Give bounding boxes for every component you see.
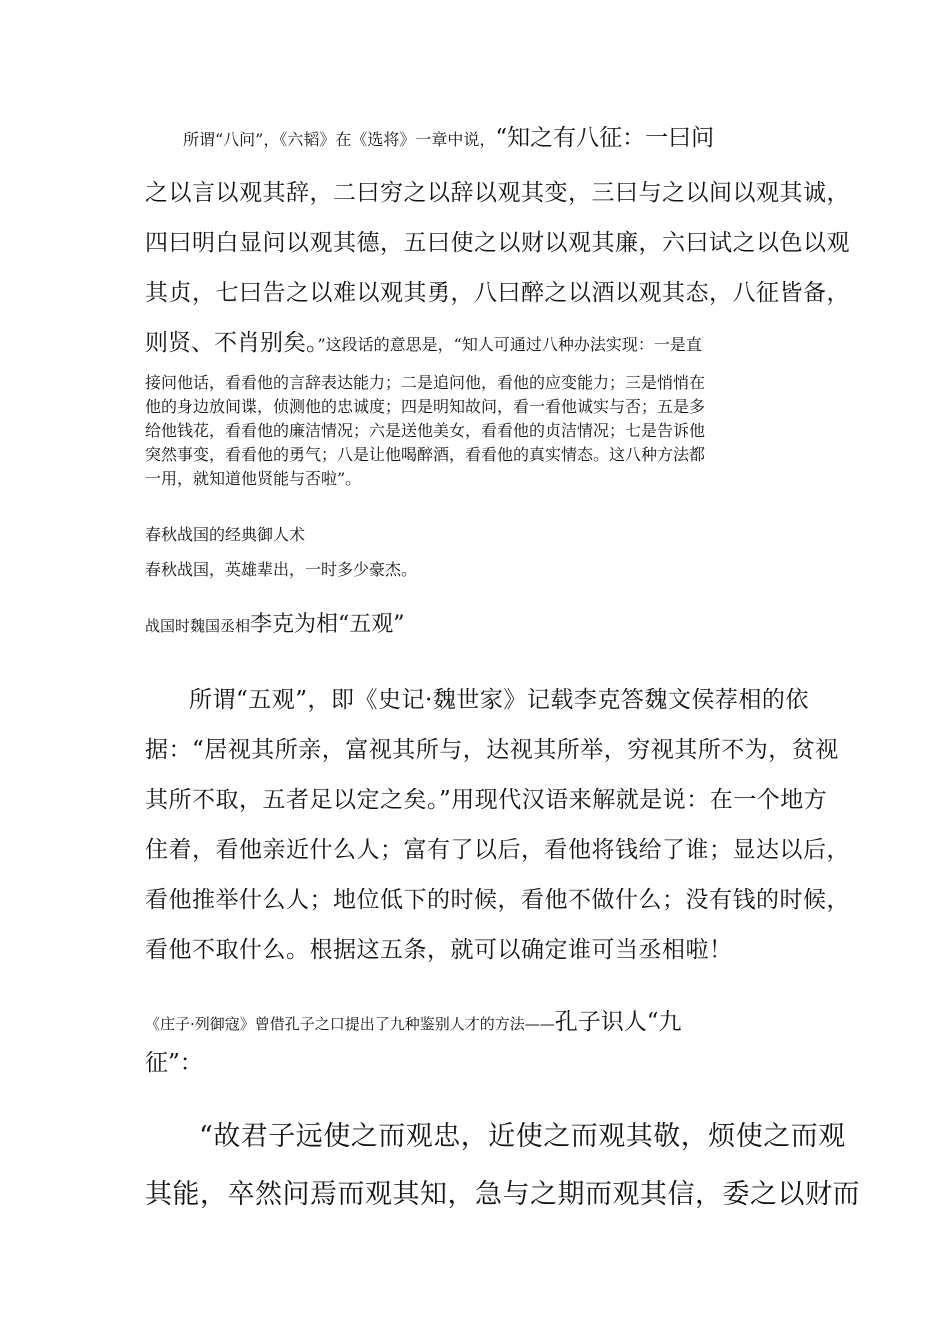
p1-quote-end: 则贤、不肖别矣。 [145,330,318,356]
heading2-small: 战国时魏国丞相 [145,617,251,635]
p2-line: 看他推举什么人；地位低下的时候，看他不做什么；没有钱的时候， [145,887,850,913]
p2-line: 其所不取，五者足以定之矣。”用现代汉语来解就是说：在一个地方 [145,787,828,813]
p3-line: “故君子远使之而观忠，近使之而观其敬，烦使之而观 [199,1121,846,1152]
heroes-line: 春秋战国，英雄辈出，一时多少豪杰。 [145,560,418,579]
p1-quote-line: 其贞，七曰告之以难以观其勇，八曰醉之以酒以观其态，八征皆备， [145,280,850,306]
section-heading-li-ke [145,610,810,640]
p1-transition-line [145,320,810,367]
heading3-line1 [145,1002,810,1042]
p1-quote-line: 之以言以观其辞，二曰穷之以辞以观其变，三曰与之以间以观其诚， [145,180,850,206]
heading2-big: 李克为相“五观” [250,612,405,637]
p1-explain-line: 给他钱花，看看他的廉洁情况；六是送他美女，看看他的贞洁情况；七是告诉他 [145,421,706,440]
heading3-small: 《庄子·列御寇》曾借孔子之口提出了九种鉴别人才的方法—— [145,1015,555,1033]
paragraph-eight-questions [145,118,850,491]
p3-line: 其能，卒然问焉而观其知，急与之期而观其信，委之以财而 [145,1179,860,1210]
p1-quote-line: 四曰明白显问以观其德，五曰使之以财以观其廉，六曰试之以色以观 [145,230,850,256]
heading3-line2: 征”： [145,1050,203,1076]
p1-explain-line: 接问他话，看看他的言辞表达能力；二是追问他，看他的应变能力；三是悄悄在 [145,373,706,392]
p2-line: 据：“居视其所亲，富视其所与，达视其所举，穷视其所不为，贫视 [145,737,839,763]
p2-line: 所谓“五观”，即《史记·魏世家》记载李克答魏文侯荐相的依 [189,687,809,713]
paragraph-five-observations [145,676,850,974]
p1-explain-line: 突然事变，看看他的勇气；八是让他喝醉酒，看看他的真实情态。这八种方法都 [145,445,706,464]
paragraph-nine-signs [145,1111,860,1221]
p1-explain-line: 他的身边放间谍，侦测他的忠诚度；四是明知故问，看一看他诚实与否；五是多 [145,397,706,416]
p2-line: 看他不取什么。根据这五条，就可以确定谁可当丞相啦！ [145,937,733,963]
p2-line: 住着，看他亲近什么人；富有了以后，看他将钱给了谁；显达以后， [145,837,850,863]
p1-first-line [145,118,810,158]
section-heading-spring-autumn: 春秋战国的经典御人术 [145,525,306,544]
p1-quote-start: “知之有八征：一曰问 [495,125,715,151]
heading3-big: 孔子识人“九 [554,1009,682,1035]
p1-intro: 所谓“八问”，《六韬》在《选将》一章中说， [183,130,496,149]
p1-explain-line: 一用，就知道他贤能与否啦”。 [145,469,362,488]
section-heading-confucius [145,1002,810,1083]
p1-explain-start: ”这段话的意思是，“知人可通过八种办法实现：一是直 [317,335,702,354]
